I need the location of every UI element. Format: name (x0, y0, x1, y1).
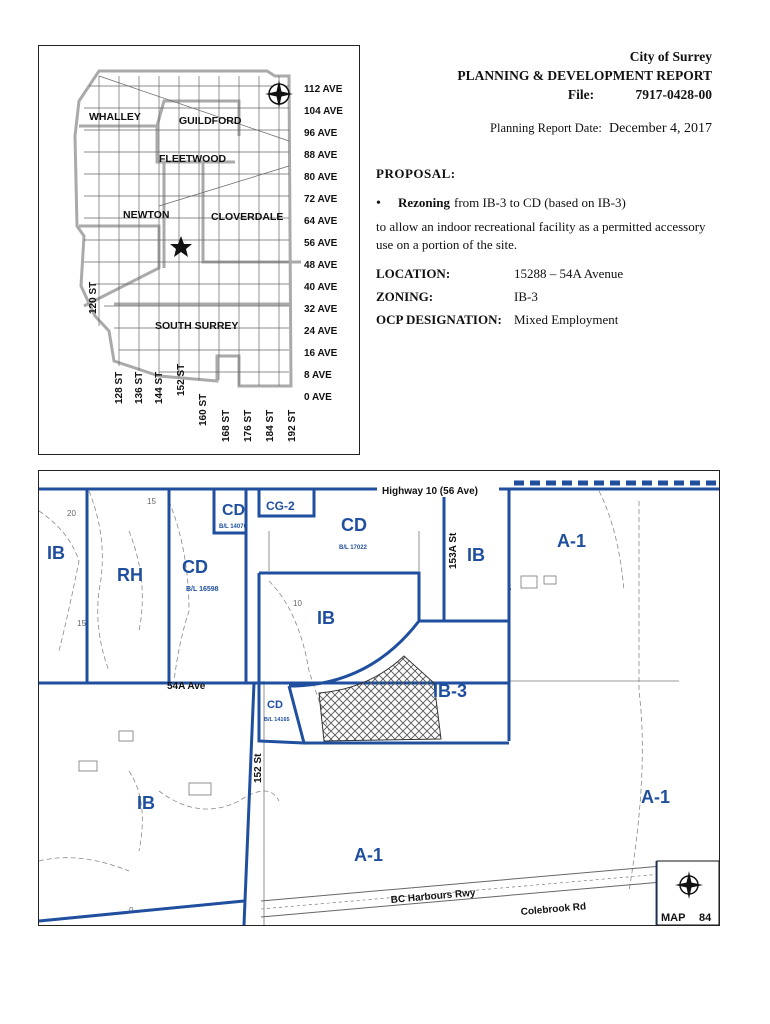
contour-label: 15 (77, 619, 86, 628)
street-label: 168 ST (221, 409, 232, 442)
fact-label: OCP DESIGNATION: (376, 311, 502, 327)
zone-label-ib3: IB-3 (433, 681, 468, 701)
community-label: SOUTH SURREY (155, 320, 239, 332)
ave-label: 0 AVE (304, 392, 332, 403)
zone-bylaw: B/L 17022 (339, 545, 367, 551)
zone-label-cd: CD (267, 699, 283, 711)
contour-label: 0 (129, 906, 134, 915)
proposal-bullet (376, 195, 716, 212)
date-value: December 4, 2017 (608, 121, 712, 136)
street-label: 160 ST (198, 393, 209, 426)
map-label: MAP (661, 912, 686, 924)
proposal-description: to allow an indoor recreational facility as a permitted accessory use on a portion of the site. (376, 219, 706, 252)
map-legend-box (657, 861, 719, 925)
zone-label-ib: IB (47, 543, 65, 563)
zone-bylaw: B/L 14076 (219, 524, 247, 530)
street-label: 192 ST (287, 409, 298, 442)
fact-row (376, 308, 716, 331)
road-label-153a: 153A St (448, 532, 459, 569)
road-label-bc-harbours: BC Harbours Rwy (390, 887, 476, 906)
subject-site-hatched (319, 656, 441, 741)
railway-lines (261, 861, 719, 917)
zone-bylaw: B/L 14165 (264, 717, 290, 723)
fact-value: 15288 – 54A Avenue (514, 265, 624, 281)
key-map (38, 45, 360, 455)
zone-label-cd: CD (182, 557, 208, 577)
zone-label-ib: IB (467, 545, 485, 565)
community-label: FLEETWOOD (159, 153, 227, 165)
zone-label-rh: RH (117, 565, 143, 585)
zone-label-cd: CD (222, 502, 246, 519)
road-label-colebrook: Colebrook Rd (520, 901, 587, 918)
facts-table (376, 262, 716, 331)
ave-label: 72 AVE (304, 194, 338, 205)
street-label: 152 ST (176, 363, 187, 396)
road-label-54a: 54A Ave (167, 681, 206, 692)
fact-label: LOCATION: (376, 265, 451, 281)
fact-value: IB-3 (514, 288, 538, 304)
ave-label: 64 AVE (304, 216, 338, 227)
fact-row (376, 262, 716, 285)
file-label: File: (567, 87, 595, 102)
zone-label-a1: A-1 (354, 845, 384, 865)
site-star-icon (170, 236, 192, 257)
bullet-icon: • (376, 196, 381, 211)
site-map-svg (39, 471, 719, 925)
zone-label-ib: IB (317, 608, 335, 628)
ave-label: 8 AVE (304, 370, 332, 381)
fact-row (376, 285, 716, 308)
report-title: PLANNING & DEVELOPMENT REPORT (457, 68, 712, 83)
fact-label: ZONING: (376, 288, 434, 304)
road-label-highway: Highway 10 (56 Ave) (382, 486, 478, 497)
street-label: 128 ST (114, 371, 125, 404)
community-label: WHALLEY (89, 111, 141, 123)
community-label: CLOVERDALE (211, 211, 284, 223)
contour-label: 5 (507, 584, 512, 593)
ave-label: 104 AVE (304, 106, 343, 117)
road-label-152: 152 St (253, 753, 264, 783)
file-line (457, 85, 712, 104)
contour-label: 15 (147, 497, 156, 506)
bullet-bold: Rezoning (398, 195, 450, 210)
map-number: 84 (699, 912, 712, 924)
ave-label: 96 AVE (304, 128, 338, 139)
ave-label: 40 AVE (304, 282, 338, 293)
date-label: Planning Report Date: (490, 121, 602, 135)
community-label: GUILDFORD (179, 115, 242, 127)
street-label: 184 ST (265, 409, 276, 442)
fact-value: Mixed Employment (514, 311, 619, 327)
contour-label: 20 (67, 509, 76, 518)
ave-label: 56 AVE (304, 238, 338, 249)
street-label: 176 ST (243, 409, 254, 442)
zone-label-cg2: CG-2 (266, 499, 295, 513)
proposal-section (376, 166, 716, 331)
street-label: 120 ST (88, 281, 99, 314)
zone-label-cd: CD (341, 515, 367, 535)
zone-label-a1: A-1 (641, 787, 671, 807)
zone-label-ib: IB (137, 793, 155, 813)
contour-label: 10 (293, 599, 302, 608)
site-map (38, 470, 720, 926)
proposal-heading: PROPOSAL: (376, 166, 456, 181)
community-label: NEWTON (123, 209, 170, 221)
street-label: 136 ST (134, 371, 145, 404)
zone-bylaw: B/L 16598 (186, 586, 219, 593)
file-number: 7917-0428-00 (635, 87, 712, 102)
ave-label: 16 AVE (304, 348, 338, 359)
ave-label: 32 AVE (304, 304, 338, 315)
ave-label: 24 AVE (304, 326, 338, 337)
city-name: City of Surrey (629, 49, 712, 64)
ave-label: 88 AVE (304, 150, 338, 161)
community-boundaries (79, 101, 301, 306)
bullet-text: from IB-3 to CD (based on IB-3) (454, 195, 626, 210)
ave-label: 48 AVE (304, 260, 338, 271)
ave-label: 112 AVE (304, 84, 343, 95)
street-label: 144 ST (154, 371, 165, 404)
key-map-svg (39, 46, 359, 454)
report-header (457, 47, 712, 104)
report-date (490, 121, 712, 137)
zone-label-a1: A-1 (557, 531, 587, 551)
ave-label: 80 AVE (304, 172, 338, 183)
